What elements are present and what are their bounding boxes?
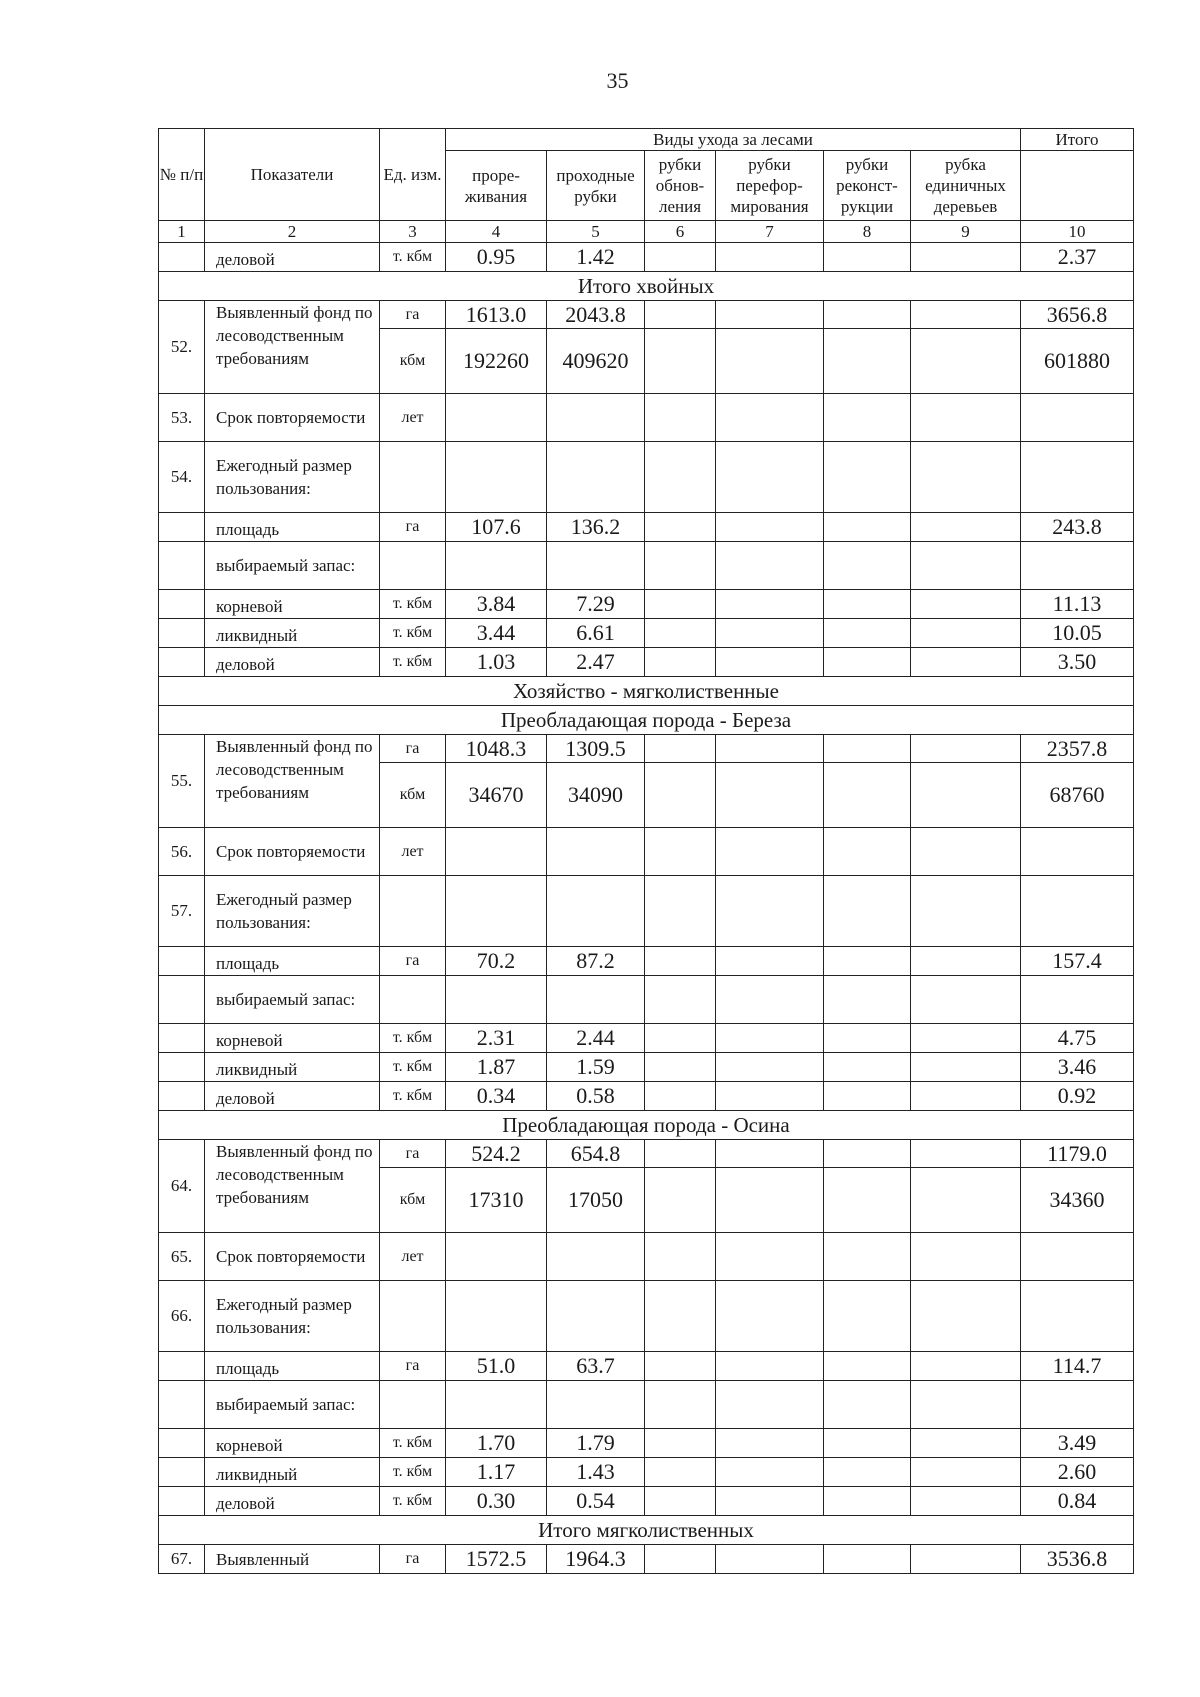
row-label: выбираемый запас: xyxy=(205,542,380,590)
total-cell: 3.50 xyxy=(1021,648,1134,677)
total-cell: 34360 xyxy=(1021,1168,1134,1233)
value-cell: 0.34 xyxy=(446,1082,547,1111)
total-cell: 3.46 xyxy=(1021,1053,1134,1082)
value-cell: 2.47 xyxy=(547,648,645,677)
row-unit: т. кбм xyxy=(380,1024,446,1053)
row-number: 67. xyxy=(159,1545,205,1574)
total-cell: 3536.8 xyxy=(1021,1545,1134,1574)
table-row xyxy=(159,243,1134,272)
row-label: деловой xyxy=(205,243,380,272)
header-col-indicators: Показатели xyxy=(205,129,380,221)
value-cell: 6.61 xyxy=(547,619,645,648)
value-cell: 1.42 xyxy=(547,243,645,272)
value-cell: 1.03 xyxy=(446,648,547,677)
value-cell: 1.79 xyxy=(547,1429,645,1458)
table-row xyxy=(159,442,1134,513)
forest-care-table xyxy=(158,128,1134,1574)
row-label: деловой xyxy=(205,648,380,677)
row-unit: га xyxy=(380,735,446,763)
table-row xyxy=(159,1352,1134,1381)
row-number: 57. xyxy=(159,876,205,947)
value-cell: 1.87 xyxy=(446,1053,547,1082)
table-row xyxy=(159,1487,1134,1516)
table-row xyxy=(159,619,1134,648)
total-cell: 0.92 xyxy=(1021,1082,1134,1111)
table-row xyxy=(159,1140,1134,1168)
row-unit: т. кбм xyxy=(380,1082,446,1111)
row-label: ликвидный xyxy=(205,619,380,648)
table-row xyxy=(159,1458,1134,1487)
total-cell: 157.4 xyxy=(1021,947,1134,976)
value-cell: 1964.3 xyxy=(547,1545,645,1574)
value-cell: 0.95 xyxy=(446,243,547,272)
col-number: 5 xyxy=(547,221,645,243)
section-title: Хозяйство - мягколиственные xyxy=(159,677,1134,706)
section-row xyxy=(159,706,1134,735)
col-number: 7 xyxy=(716,221,824,243)
value-cell: 3.44 xyxy=(446,619,547,648)
row-label: выбираемый запас: xyxy=(205,976,380,1024)
section-row xyxy=(159,1516,1134,1545)
value-cell: 0.54 xyxy=(547,1487,645,1516)
col-number: 2 xyxy=(205,221,380,243)
value-cell: 2043.8 xyxy=(547,301,645,329)
header-group-title: Виды ухода за лесами xyxy=(446,129,1021,151)
value-cell: 107.6 xyxy=(446,513,547,542)
value-cell: 51.0 xyxy=(446,1352,547,1381)
value-cell: 136.2 xyxy=(547,513,645,542)
header-kind-thinning: проре- живания xyxy=(446,151,547,221)
page-number: 35 xyxy=(606,68,629,93)
col-number: 10 xyxy=(1021,221,1134,243)
col-number: 6 xyxy=(645,221,716,243)
col-number: 1 xyxy=(159,221,205,243)
value-cell: 34090 xyxy=(547,763,645,828)
value-cell: 192260 xyxy=(446,329,547,394)
table-row xyxy=(159,828,1134,876)
section-title: Итого мягколиственных xyxy=(159,1516,1134,1545)
value-cell: 7.29 xyxy=(547,590,645,619)
section-title: Итого хвойных xyxy=(159,272,1134,301)
value-cell: 17310 xyxy=(446,1168,547,1233)
total-cell: 2357.8 xyxy=(1021,735,1134,763)
col-number: 3 xyxy=(380,221,446,243)
total-cell: 4.75 xyxy=(1021,1024,1134,1053)
row-label: площадь xyxy=(205,513,380,542)
row-label: Ежегодный размер пользования: xyxy=(205,442,380,513)
row-unit: лет xyxy=(380,1233,446,1281)
section-row xyxy=(159,1111,1134,1140)
value-cell: 409620 xyxy=(547,329,645,394)
value-cell: 1613.0 xyxy=(446,301,547,329)
row-label: корневой xyxy=(205,1024,380,1053)
value-cell: 3.84 xyxy=(446,590,547,619)
section-row xyxy=(159,272,1134,301)
header-col-no: № п/п xyxy=(159,129,205,221)
value-cell: 1309.5 xyxy=(547,735,645,763)
row-label: корневой xyxy=(205,590,380,619)
table-row xyxy=(159,1082,1134,1111)
row-unit: кбм xyxy=(380,329,446,394)
row-number: 56. xyxy=(159,828,205,876)
row-unit: кбм xyxy=(380,1168,446,1233)
value-cell: 524.2 xyxy=(446,1140,547,1168)
value-cell: 1.17 xyxy=(446,1458,547,1487)
row-label: деловой xyxy=(205,1082,380,1111)
row-unit: га xyxy=(380,1140,446,1168)
value-cell: 63.7 xyxy=(547,1352,645,1381)
value-cell: 1.43 xyxy=(547,1458,645,1487)
row-label: Срок повторяемости xyxy=(205,828,380,876)
row-number: 64. xyxy=(159,1140,205,1233)
row-label: Срок повторяемости xyxy=(205,1233,380,1281)
value-cell: 2.31 xyxy=(446,1024,547,1053)
row-unit: га xyxy=(380,301,446,329)
row-unit: т. кбм xyxy=(380,1487,446,1516)
total-cell: 68760 xyxy=(1021,763,1134,828)
table-row xyxy=(159,1233,1134,1281)
row-label: ликвидный xyxy=(205,1458,380,1487)
row-unit: т. кбм xyxy=(380,648,446,677)
row-unit: га xyxy=(380,1545,446,1574)
row-unit: га xyxy=(380,513,446,542)
header-kind-single-trees: рубка единичных деревьев xyxy=(911,151,1021,221)
table-row xyxy=(159,735,1134,763)
table-row xyxy=(159,876,1134,947)
row-unit: кбм xyxy=(380,763,446,828)
row-label: Срок повторяемости xyxy=(205,394,380,442)
row-number: 53. xyxy=(159,394,205,442)
row-label: площадь xyxy=(205,947,380,976)
row-label: Ежегодный размер пользования: xyxy=(205,876,380,947)
row-unit: т. кбм xyxy=(380,1429,446,1458)
table-row xyxy=(159,1381,1134,1429)
total-cell: 10.05 xyxy=(1021,619,1134,648)
total-cell: 0.84 xyxy=(1021,1487,1134,1516)
table-row xyxy=(159,542,1134,590)
value-cell: 654.8 xyxy=(547,1140,645,1168)
header-kind-renewal: рубки обнов- ления xyxy=(645,151,716,221)
row-label: Выявленный xyxy=(205,1545,380,1574)
row-label: Ежегодный размер пользования: xyxy=(205,1281,380,1352)
total-cell: 3656.8 xyxy=(1021,301,1134,329)
table-row xyxy=(159,513,1134,542)
table-row xyxy=(159,590,1134,619)
row-number: 65. xyxy=(159,1233,205,1281)
table-row xyxy=(159,1024,1134,1053)
table-row xyxy=(159,1281,1134,1352)
row-unit: га xyxy=(380,947,446,976)
value-cell: 17050 xyxy=(547,1168,645,1233)
row-label: Выявленный фонд по лесоводственным требованиям xyxy=(205,301,380,394)
section-title: Преобладающая порода - Береза xyxy=(159,706,1134,735)
table-row xyxy=(159,1429,1134,1458)
row-label: корневой xyxy=(205,1429,380,1458)
total-cell: 3.49 xyxy=(1021,1429,1134,1458)
value-cell: 0.30 xyxy=(446,1487,547,1516)
table-row xyxy=(159,976,1134,1024)
section-row xyxy=(159,677,1134,706)
header-col-unit: Ед. изм. xyxy=(380,129,446,221)
row-label: ликвидный xyxy=(205,1053,380,1082)
value-cell: 34670 xyxy=(446,763,547,828)
total-cell: 243.8 xyxy=(1021,513,1134,542)
value-cell: 1048.3 xyxy=(446,735,547,763)
col-number: 8 xyxy=(824,221,911,243)
total-cell: 601880 xyxy=(1021,329,1134,394)
row-unit: т. кбм xyxy=(380,243,446,272)
row-label: деловой xyxy=(205,1487,380,1516)
row-label: выбираемый запас: xyxy=(205,1381,380,1429)
row-unit: т. кбм xyxy=(380,590,446,619)
header-kind-reconstruction: рубки реконст- рукции xyxy=(824,151,911,221)
row-number: 66. xyxy=(159,1281,205,1352)
header-kind-passage: проходные рубки xyxy=(547,151,645,221)
header-kind-reformation: рубки перефор- мирования xyxy=(716,151,824,221)
row-unit: лет xyxy=(380,394,446,442)
value-cell: 1572.5 xyxy=(446,1545,547,1574)
value-cell: 87.2 xyxy=(547,947,645,976)
row-unit: т. кбм xyxy=(380,619,446,648)
table-row xyxy=(159,301,1134,329)
row-number: 55. xyxy=(159,735,205,828)
table-row xyxy=(159,947,1134,976)
row-label: площадь xyxy=(205,1352,380,1381)
total-cell: 114.7 xyxy=(1021,1352,1134,1381)
value-cell: 1.59 xyxy=(547,1053,645,1082)
total-cell: 2.60 xyxy=(1021,1458,1134,1487)
col-number: 9 xyxy=(911,221,1021,243)
row-number: 52. xyxy=(159,301,205,394)
table-row xyxy=(159,1053,1134,1082)
row-label: Выявленный фонд по лесоводственным требованиям xyxy=(205,1140,380,1233)
row-unit: лет xyxy=(380,828,446,876)
table-row xyxy=(159,394,1134,442)
row-label: Выявленный фонд по лесоводственным требованиям xyxy=(205,735,380,828)
header-col-total: Итого xyxy=(1021,129,1134,151)
table-row xyxy=(159,1545,1134,1574)
value-cell: 2.44 xyxy=(547,1024,645,1053)
row-unit: т. кбм xyxy=(380,1053,446,1082)
value-cell: 1.70 xyxy=(446,1429,547,1458)
total-cell: 2.37 xyxy=(1021,243,1134,272)
total-cell: 11.13 xyxy=(1021,590,1134,619)
section-title: Преобладающая порода - Осина xyxy=(159,1111,1134,1140)
value-cell: 70.2 xyxy=(446,947,547,976)
total-cell: 1179.0 xyxy=(1021,1140,1134,1168)
row-number: 54. xyxy=(159,442,205,513)
value-cell: 0.58 xyxy=(547,1082,645,1111)
table-row xyxy=(159,648,1134,677)
row-unit: га xyxy=(380,1352,446,1381)
col-number: 4 xyxy=(446,221,547,243)
row-unit: т. кбм xyxy=(380,1458,446,1487)
